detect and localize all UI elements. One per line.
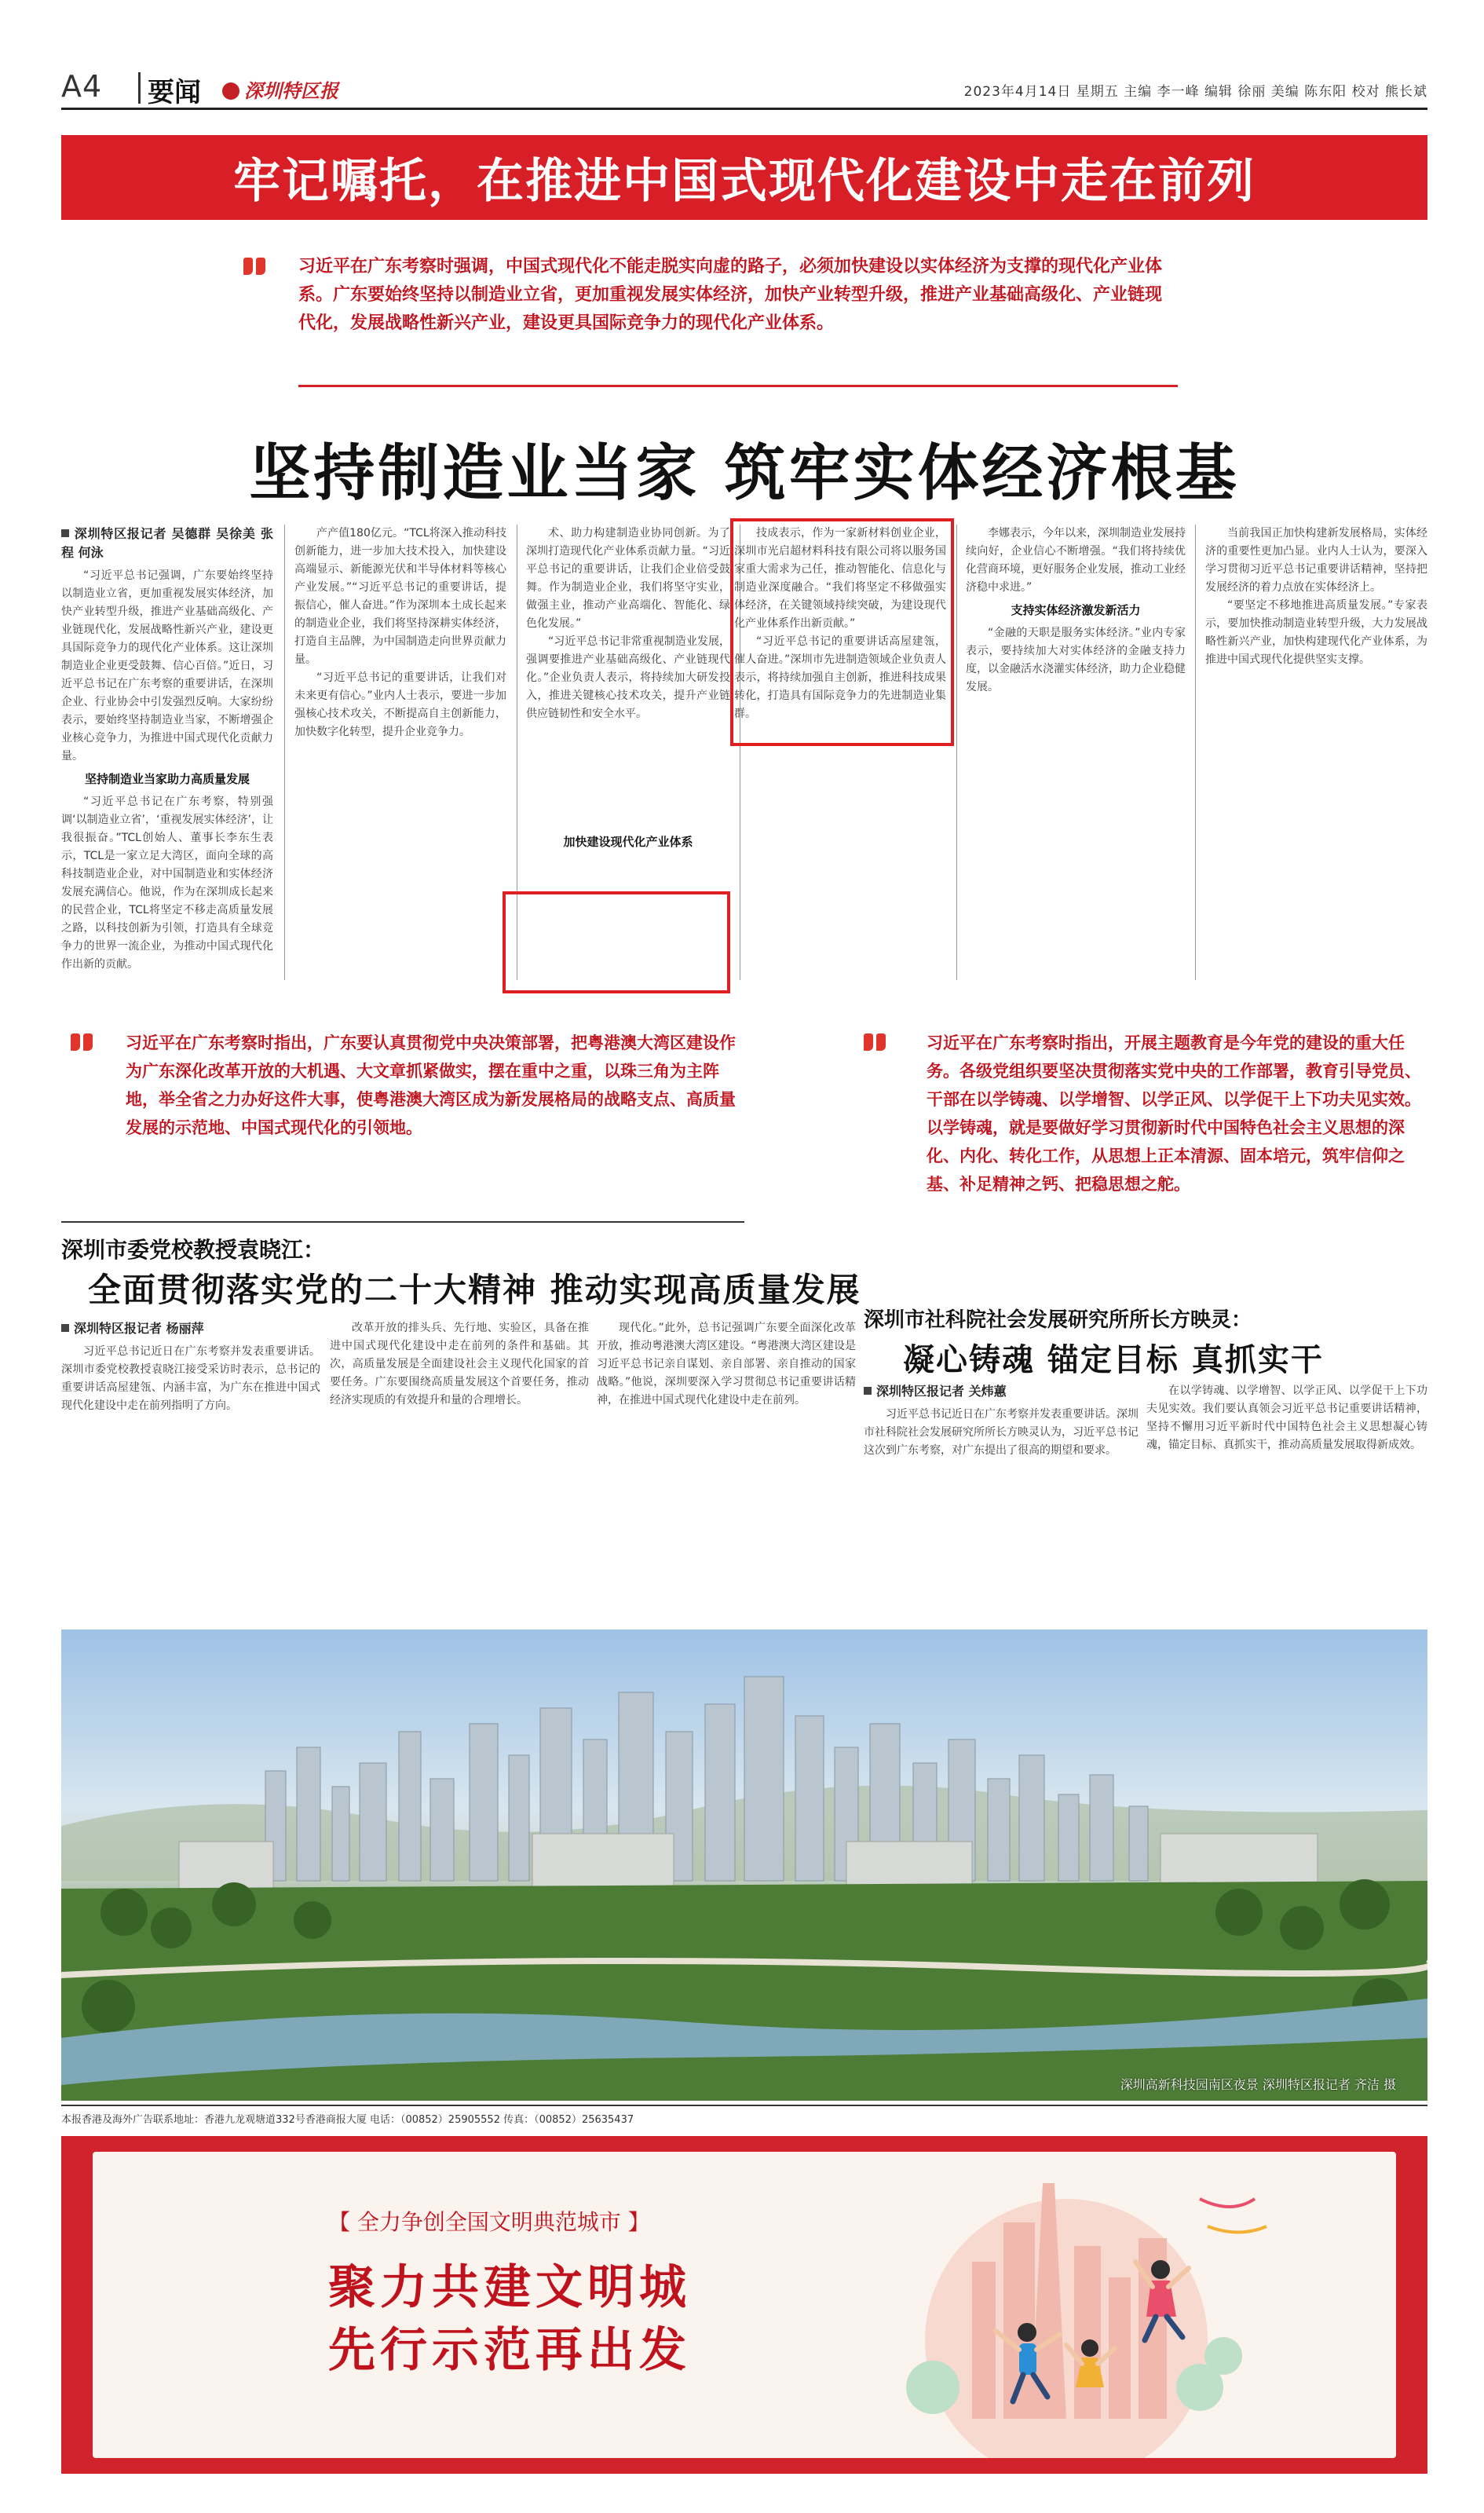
skyline-illustration	[61, 1630, 1427, 2101]
banner-title: 牢记嘱托，在推进中国式现代化建设中走在前列	[233, 154, 1256, 209]
article-byline	[61, 525, 273, 562]
ad-panel	[93, 2152, 1396, 2458]
edit-line: 2023年4月14日 星期五 主编 李一峰 编辑 徐丽 美编 陈东阳 校对 熊长斌	[963, 84, 1427, 100]
bullet-icon	[864, 1387, 872, 1395]
quote-mark-icon	[243, 258, 267, 275]
quote-right	[927, 1029, 1429, 1198]
interview-right-title: 凝心铸魂 锚定目标 真抓实干	[903, 1341, 1324, 1378]
interview-right-body-2	[1146, 1382, 1427, 1614]
interview-left-kicker: 深圳市委党校教授袁晓江：	[61, 1237, 326, 1263]
page-number: A4	[61, 69, 103, 104]
article-paragraph: 在以学铸魂、以学增智、以学正风、以学促干上下功夫见实效。我们要认真领会习近平总书记重要讲话精神，坚持不懈用习近平新时代中国特色社会主义思想凝心铸魂，锚定目标、真抓实干，推动高质量发展取得新成效。	[1146, 1385, 1427, 1451]
quote-mark-icon	[864, 1033, 887, 1051]
ad-illustration	[831, 2152, 1302, 2458]
article-paragraph: 改革开放的排头兵、先行地、实验区，具备在推进中国式现代化建设中走在前列的条件和基础。其次，高质量发展是全面建设社会主义现代化国家的首要任务。广东要围绕高质量发展这个首要任务，推动经济实现质的有效提升和量的合理增长。	[330, 1322, 589, 1406]
article-paragraph: “习近平总书记在广东考察，特别强调‘以制造业立省’，‘重视发展实体经济’，让我很振奋。”TCL创始人、董事长李东生表示，TCL是一家立足大湾区，面向全球的高科技制造业企业，对中国制造业和实体经济发展充满信心。他说，作为在深圳成长起来的民营企业，TCL将坚定不移走高质量发展之路，以科技创新为引领，打造具有全球竞争力的世界一流企业，为推动中国式现代化作出新的贡献。	[61, 796, 273, 971]
article-paragraph: “习近平总书记非常重视制造业发展，强调要推进产业基础高级化、产业链现代化。”企业负责人表示，将持续加大研发投入，推进关键核心技术攻关，提升产业链供应链韧性和安全水平。	[526, 635, 730, 720]
article-paragraph: “要坚定不移地推进高质量发展。”专家表示，要加快推动制造业转型升级，大力发展战略性新兴产业，加快构建现代化产业体系，为推进中国式现代化提供坚实支撑。	[1205, 599, 1427, 666]
article-subhead-3: 支持实体经济激发新活力	[1011, 603, 1141, 617]
ad-slogan-line-2: 先行示范再出发	[328, 2323, 691, 2378]
article-paragraph: 现代化。”此外，总书记强调广东要全面深化改革开放，推动粤港澳大湾区建设。“粤港澳大湾区建设是习近平总书记亲自谋划、亲自部署、亲自推动的国家战略。”他说，深圳要深入学习贯彻总书记重要讲话精神，在推进中国式现代化建设中走在前列。	[597, 1322, 856, 1406]
article-paragraph: 李娜表示，今年以来，深圳制造业发展持续向好，企业信心不断增强。“我们将持续优化营商环境，更好服务企业发展，推动工业经济稳中求进。”	[966, 527, 1186, 594]
article-col-1	[61, 525, 273, 980]
article-paragraph: “习近平总书记的重要讲话，让我们对未来更有信心。”业内人士表示，要进一步加强核心技术攻关，不断提高自主创新能力，加快数字化转型，提升企业竞争力。	[294, 671, 506, 738]
article-paragraph: 产产值180亿元。“TCL将深入推动科技创新能力，进一步加大技术投入，加快建设高端显示、新能源光伏和半导体材料等核心产业发展。”“习近平总书记的重要讲话，提振信心，催人奋进。”作为深圳本土成长起来的制造业企业，我们将坚持深耕实体经济，打造自主品牌，为中国制造走向世界贡献力量。	[294, 527, 506, 666]
lead-quote-rule	[298, 385, 1178, 387]
city-skyline-photo	[61, 1630, 1427, 2101]
interview-right-body-1	[864, 1382, 1139, 1614]
section-rule	[61, 1221, 744, 1223]
column-rule	[1195, 525, 1196, 980]
interview-left-body-2	[330, 1319, 589, 1614]
article-paragraph: “习近平总书记强调，广东要始终坚持以制造业立省，更加重视发展实体经济，加快产业转型升级，推进产业基础高级化、产业链现代化，发展战略性新兴产业，建设更具国际竞争力的现代化产业体系。这让深圳制造业企业更受鼓舞、信心百倍。”近日，习近平总书记在广东考察的重要讲话，在深圳企业、行业协会中引发强烈反响。大家纷纷表示，要始终坚持制造业当家，不断增强企业核心竞争力，为推进中国式现代化贡献力量。	[61, 569, 273, 763]
article-col-6	[1205, 525, 1427, 980]
article-byline-text: 深圳特区报记者 吴德群 吴徐美 张程 何泳	[61, 526, 273, 560]
article-paragraph: 术、助力构建制造业协同创新。为了深圳打造现代化产业体系贡献力量。“习近平总书记的重要讲话，让我们企业倍受鼓舞。作为制造业企业，我们将坚守实业，做强主业，推动产业高端化、智能化、绿色化发展。”	[526, 527, 730, 630]
lead-quote	[298, 253, 1162, 338]
interview-left-body-1	[61, 1319, 320, 1614]
article-paragraph: 习近平总书记近日在广东考察并发表重要讲话。深圳市委党校教授袁晓江接受采访时表示，总书记的重要讲话高屋建瓴、内涵丰富，为广东在推进中国式现代化建设中走在前列指明了方向。	[61, 1345, 320, 1412]
article-subhead-2: 加快建设现代化产业体系	[563, 835, 693, 849]
seal-icon	[222, 82, 239, 100]
column-rule	[284, 525, 285, 980]
article-col-5	[966, 525, 1186, 980]
lead-quote-text: 习近平在广东考察时强调，中国式现代化不能走脱实向虚的路子，必须加快建设以实体经济为支撑的现代化产业体系。广东要始终坚持以制造业立省，更加重视发展实体经济，加快产业转型升级，推进产业基础高级化、产业链现代化，发展战略性新兴产业，建设更具国际竞争力的现代化产业体系。	[298, 257, 1163, 333]
section-divider	[138, 72, 141, 104]
interview-left-byline	[61, 1319, 320, 1338]
photo-caption: 深圳高新科技园南区夜景 深圳特区报记者 齐洁 摄	[1120, 2077, 1396, 2092]
article-subhead-1: 坚持制造业当家助力高质量发展	[84, 772, 250, 786]
interview-left-title: 全面贯彻落实党的二十大精神 推动实现高质量发展	[88, 1271, 861, 1309]
footer-contact-text: 本报香港及海外广告联系地址：香港九龙观塘道332号香港商报大厦 电话：（00852）25905552 传真：（00852）25635437	[61, 2114, 634, 2126]
interview-right-kicker: 深圳市社科院社会发展研究所所长方映灵：	[864, 1308, 1252, 1332]
red-banner	[61, 135, 1427, 220]
masthead	[61, 66, 1427, 110]
section-name: 要闻	[148, 77, 201, 108]
article-paragraph: “金融的天职是服务实体经济。”业内专家表示，要持续加大对实体经济的金融支持力度，以金融活水浇灌实体经济，助力企业稳健发展。	[966, 627, 1186, 693]
highlight-frame	[503, 891, 730, 993]
paper-name: 深圳特区报	[244, 79, 338, 102]
ad-tag: 【 全力争创全国文明典范城市 】	[328, 2209, 650, 2235]
article-paragraph: 当前我国正加快构建新发展格局，实体经济的重要性更加凸显。业内人士认为，要深入学习贯彻习近平总书记重要讲话精神，坚持把发展经济的着力点放在实体经济上。	[1205, 527, 1427, 594]
interview-right-byline-text: 深圳特区报记者 关炜蕙	[876, 1384, 1007, 1399]
article-paragraph: 技成表示，作为一家新材料创业企业，深圳市光启超材料科技有限公司将以服务国家重大需求为己任，推动智能化、信息化与制造业深度融合。“我们将坚定不移做强实体经济，在关键领域持续突破，为建设现代化产业体系作出新贡献。”	[734, 527, 946, 630]
quote-left-text: 习近平在广东考察时指出，广东要认真贯彻党中央决策部署，把粤港澳大湾区建设作为广东深化改革开放的大机遇、大文章抓紧做实，摆在重中之重，以珠三角为主阵地，举全省之力办好这件大事，使粤港澳大湾区成为新发展格局的战略支点、高质量发展的示范地、中国式现代化的引领地。	[126, 1033, 736, 1137]
article-paragraph: “习近平总书记的重要讲话高屋建瓴，催人奋进。”深圳市先进制造领域企业负责人表示，将持续加强自主创新，推进科技成果转化，打造具有国际竞争力的先进制造业集群。	[734, 635, 946, 720]
article-col-2	[294, 525, 506, 980]
column-rule	[956, 525, 957, 980]
paper-logo	[222, 75, 338, 103]
main-headline: 坚持制造业当家 筑牢实体经济根基	[249, 438, 1240, 509]
interview-left-byline-text: 深圳特区报记者 杨丽萍	[74, 1321, 204, 1336]
interview-right-byline	[864, 1382, 1139, 1401]
quote-left	[126, 1029, 746, 1142]
ad-slogan-line-1: 聚力共建文明城	[328, 2260, 691, 2315]
bullet-icon	[61, 529, 69, 537]
public-service-ad	[61, 2136, 1427, 2474]
footer-contact	[61, 2105, 1427, 2126]
interview-left-body-3	[597, 1319, 856, 1614]
bullet-icon	[61, 1324, 69, 1332]
quote-mark-icon	[71, 1033, 94, 1051]
quote-right-text: 习近平在广东考察时指出，开展主题教育是今年党的建设的重大任务。各级党组织要坚决贯彻落实党中央的工作部署，教育引导党员、干部在以学铸魂、以学增智、以学正风、以学促干上下功夫见实效。以学铸魂，就是要做好学习贯彻新时代中国特色社会主义思想的深化、内化、转化工作，从思想上正本清源、固本培元，筑牢信仰之基、补足精神之钙、把稳思想之舵。	[927, 1033, 1421, 1194]
highlight-frame	[730, 518, 954, 746]
article-paragraph: 习近平总书记近日在广东考察并发表重要讲话。深圳市社科院社会发展研究所所长方映灵认为，习近平总书记这次到广东考察，对广东提出了很高的期望和要求。	[864, 1408, 1139, 1457]
